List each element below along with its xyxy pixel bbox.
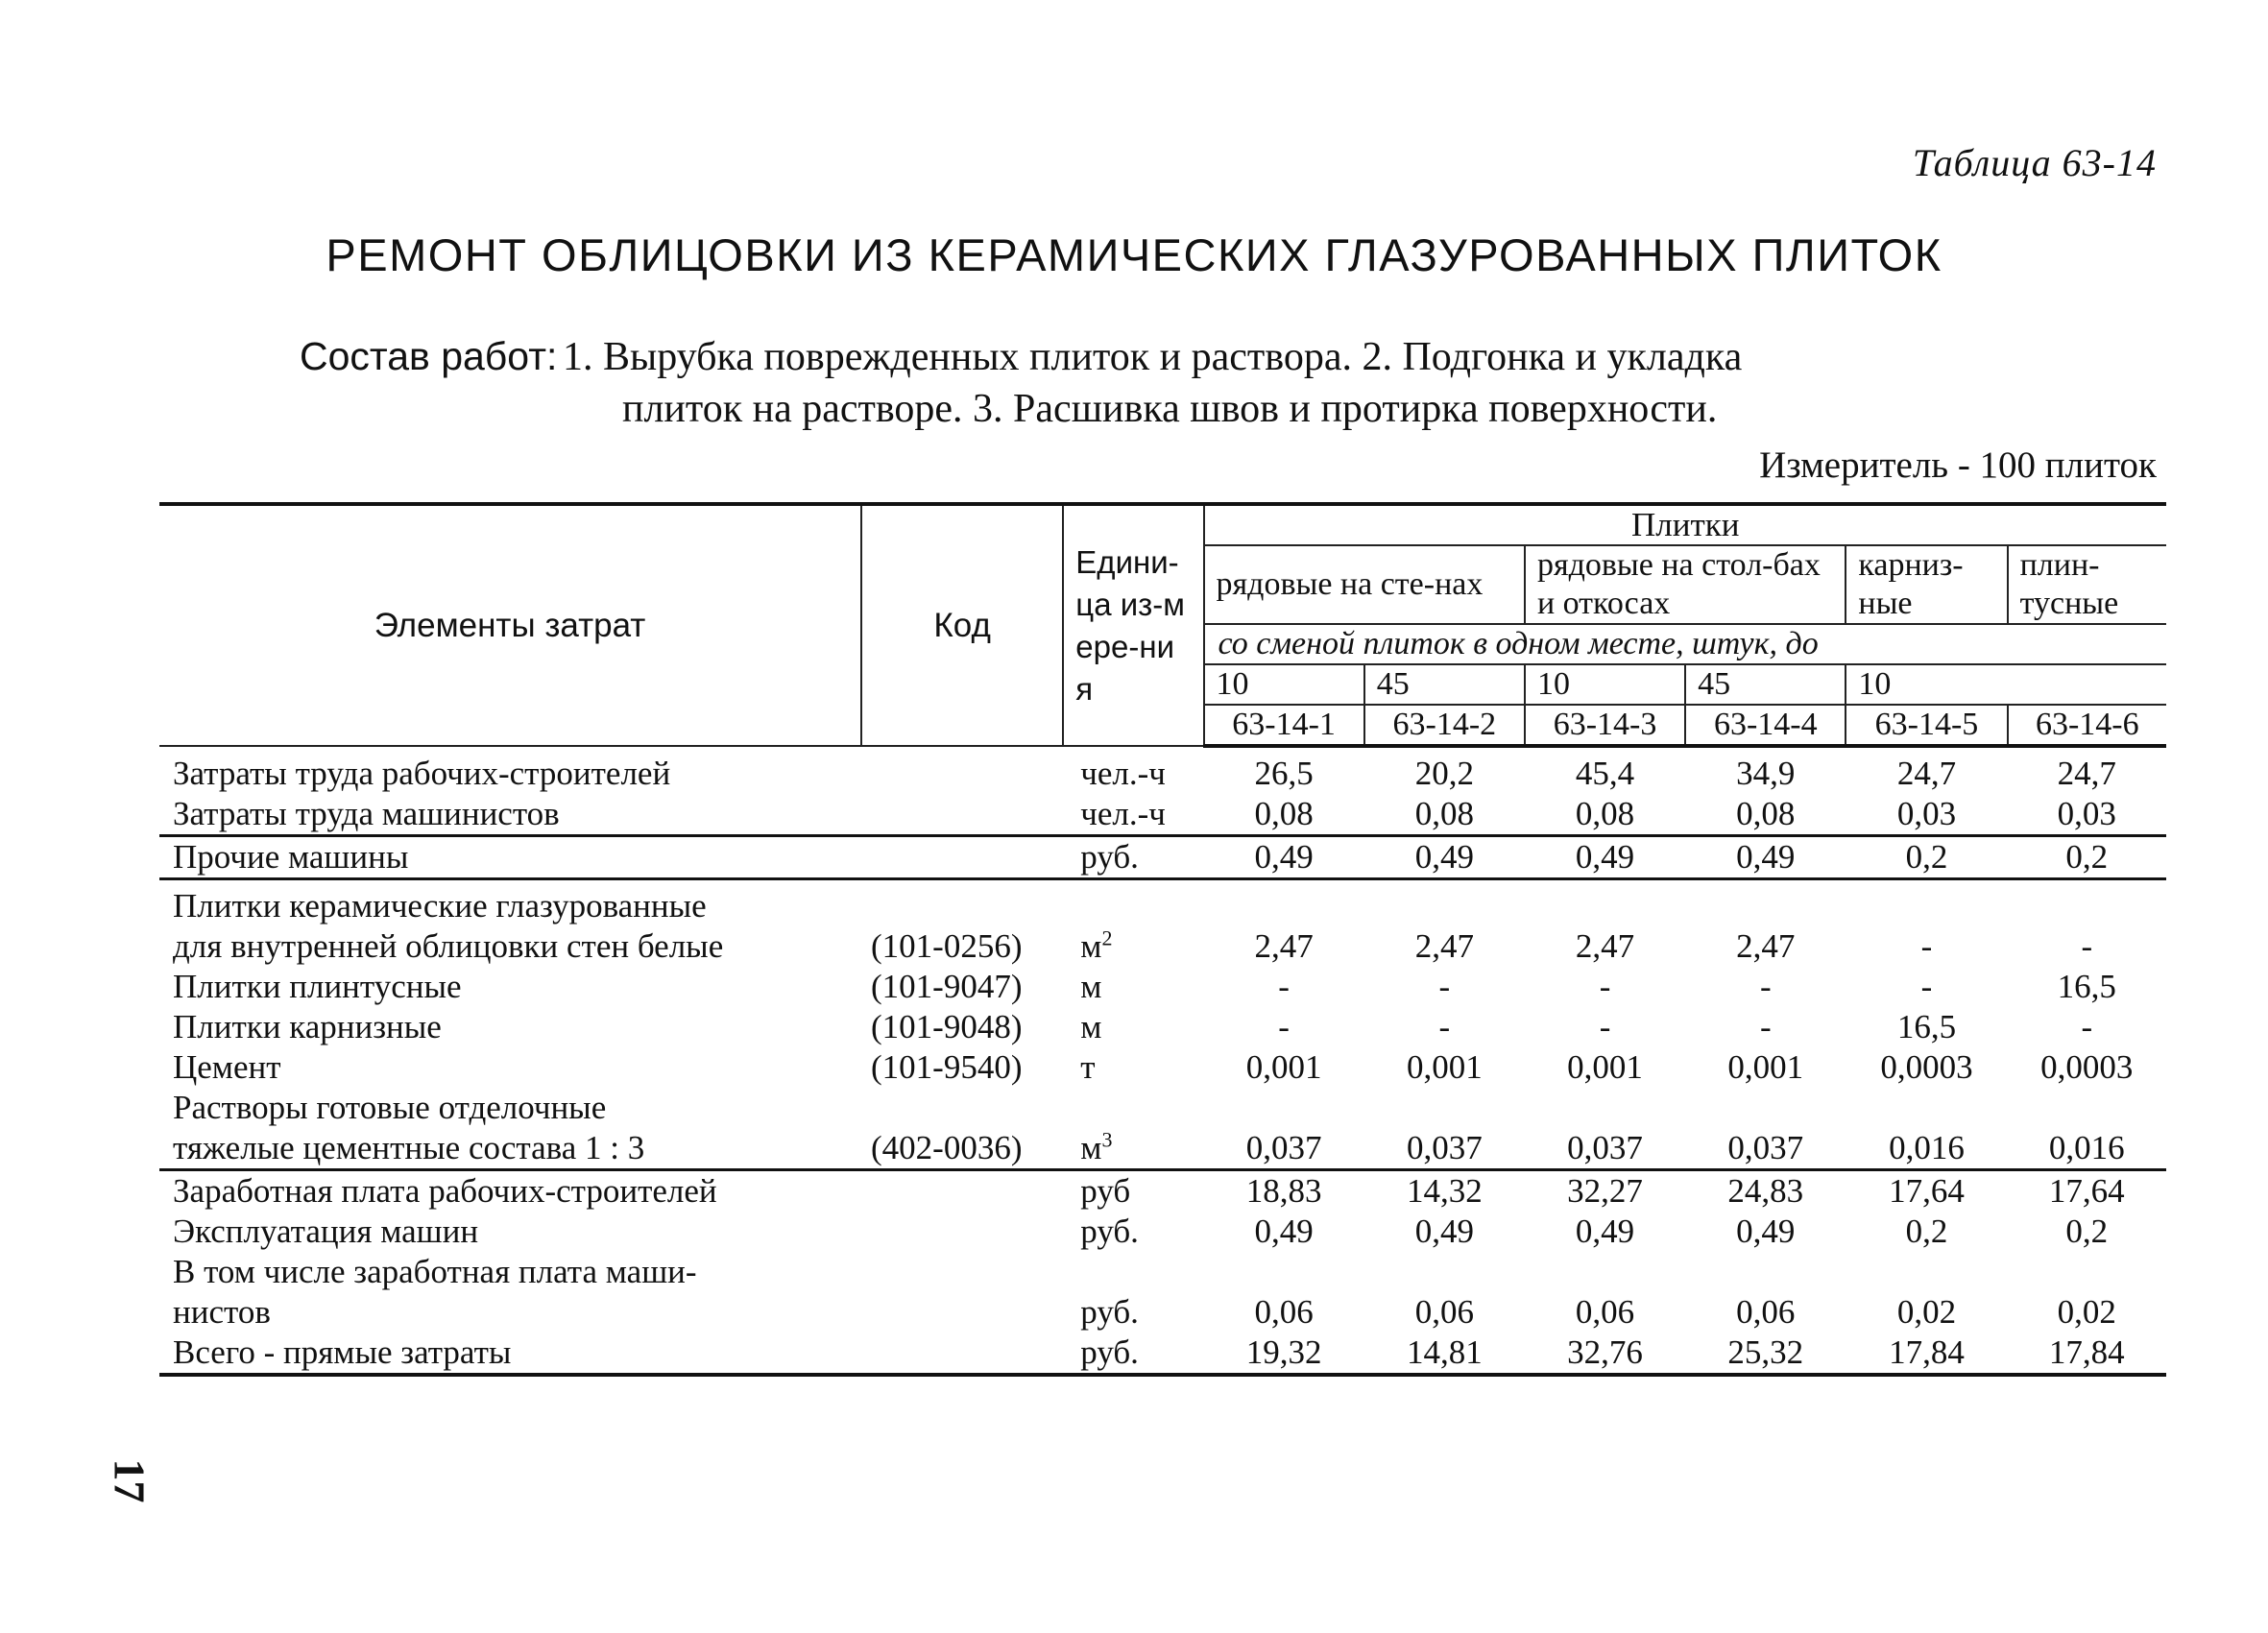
row-value: 0,08: [1525, 794, 1685, 836]
row-value: 2,47: [1254, 927, 1314, 965]
row-code: [861, 1333, 1063, 1375]
row-value: -: [1920, 927, 1933, 965]
row-name: Затраты труда машинистов: [159, 794, 861, 836]
row-name-line-1: В том числе заработная плата маши-: [173, 1253, 697, 1290]
row-name-line-2: тяжелые цементные состава 1 : 3: [173, 1129, 645, 1166]
row-value: 25,32: [1685, 1333, 1846, 1375]
row-value: -: [1278, 1008, 1290, 1045]
row-value: 0,49: [1364, 836, 1525, 879]
row-value: 0,2: [1846, 836, 2007, 879]
row-value: 17,84: [2008, 1333, 2166, 1375]
cost-table: [159, 502, 2166, 1377]
row-value: -: [1278, 968, 1290, 1005]
row-unit: т: [1080, 1048, 1096, 1086]
row-code: [861, 836, 1063, 879]
row-code: [861, 1170, 1063, 1213]
row-code: [861, 746, 1063, 794]
row-code: (101-9048): [871, 1008, 1023, 1045]
header-group-columns: рядовые на стол-бах и откосах: [1525, 545, 1846, 624]
row-value: 20,2: [1414, 755, 1474, 792]
row-code: (101-0256): [871, 927, 1023, 965]
row-value: 0,0003: [2040, 1048, 2134, 1086]
row-unit: руб.: [1080, 1213, 1139, 1250]
row-value: 0,037: [1685, 1088, 1846, 1170]
row-unit: м: [1080, 968, 1102, 1005]
row-value: -: [1599, 968, 1611, 1005]
header-code-1: 63-14-1: [1204, 705, 1364, 746]
header-count-4: 45: [1685, 664, 1846, 705]
header-unit: [1063, 504, 1203, 746]
row-value: -: [2081, 1008, 2093, 1045]
table-row: [159, 879, 2166, 968]
row-value: 0,03: [2008, 794, 2166, 836]
row-value: 17,64: [1889, 1172, 1965, 1210]
row-name-line-2: нистов: [173, 1293, 271, 1331]
row-value: 2,47: [1575, 927, 1635, 965]
row-value: 0,016: [1846, 1088, 2007, 1170]
row-code: (101-9540): [871, 1048, 1023, 1086]
row-value: 0,037: [1204, 1088, 1364, 1170]
row-value: 0,0003: [1880, 1048, 1973, 1086]
row-unit: м: [1080, 1008, 1102, 1045]
row-value: 0,06: [1575, 1293, 1635, 1331]
row-value: 32,27: [1567, 1172, 1643, 1210]
table-body: [159, 746, 2166, 1375]
row-value: 24,7: [1896, 755, 1957, 792]
row-value: 0,49: [1685, 836, 1846, 879]
table-row: [159, 836, 2166, 879]
table-row: [159, 1212, 2166, 1252]
table-row: [159, 746, 2166, 794]
row-value: 0,06: [1414, 1293, 1474, 1331]
row-unit-text: м: [1080, 1129, 1102, 1166]
row-unit-power: 2: [1101, 925, 1113, 950]
header-count-2: 45: [1364, 664, 1525, 705]
work-composition-line-1: 1. Вырубка поврежденных плиток и раствора. 2. Подгонка и укладка: [563, 335, 1743, 379]
row-unit: [1063, 1088, 1203, 1170]
row-name: [159, 1088, 861, 1170]
row-value: 0,08: [1364, 794, 1525, 836]
header-code-3: 63-14-3: [1525, 705, 1685, 746]
row-value: 0,49: [1254, 1213, 1314, 1250]
row-value: 17,64: [2048, 1172, 2125, 1210]
header-count-3: 10: [1525, 664, 1685, 705]
row-value: -: [2081, 927, 2093, 965]
row-name-line-1: Растворы готовые отделочные: [173, 1089, 607, 1126]
row-value: 14,81: [1364, 1333, 1525, 1375]
header-elements: Элементы затрат: [159, 504, 861, 746]
row-value: 0,2: [1905, 1213, 1948, 1250]
row-unit: руб.: [1063, 836, 1203, 879]
row-value: 0,016: [2008, 1088, 2166, 1170]
row-value: 26,5: [1254, 755, 1314, 792]
row-name: Плитки карнизные: [173, 1008, 442, 1045]
row-value: 0,49: [1414, 1213, 1474, 1250]
row-value: 0,2: [2008, 836, 2166, 879]
table-row: [159, 967, 2166, 1007]
row-name: Эксплуатация машин: [173, 1213, 479, 1250]
row-value: 32,76: [1525, 1333, 1685, 1375]
row-unit: чел.-ч: [1080, 754, 1166, 792]
header-group-plinth: плин-тусные: [2008, 545, 2166, 624]
table-row: [159, 1170, 2166, 1213]
row-name: Прочие машины: [159, 836, 861, 879]
row-name-line-1: Плитки керамические глазурованные: [173, 887, 707, 925]
row-value: 0,06: [1254, 1293, 1314, 1331]
table-row: [159, 1088, 2166, 1170]
row-value: 0,2: [2065, 1213, 2109, 1250]
row-value: 0,037: [1525, 1088, 1685, 1170]
row-value: 0,001: [1727, 1048, 1804, 1086]
table-row: [159, 1252, 2166, 1333]
header-unit-text: Едини-ца из-мере-ния: [1075, 543, 1185, 707]
row-value: -: [1759, 968, 1772, 1005]
row-value: 0,49: [1525, 836, 1685, 879]
row-name: Затраты труда рабочих-строителей: [173, 754, 671, 792]
header-subtitle: со сменой плиток в одном месте, штук, до: [1204, 624, 2167, 664]
row-code: [861, 794, 1063, 836]
row-name: Цемент: [173, 1048, 281, 1086]
row-unit-power: 3: [1101, 1127, 1113, 1152]
table-row: [159, 794, 2166, 836]
table-row: [159, 1047, 2166, 1088]
row-name: Всего - прямые затраты: [159, 1333, 861, 1375]
row-code: (402-0036): [861, 1088, 1063, 1170]
row-name: [159, 1252, 861, 1333]
row-value: 0,001: [1567, 1048, 1643, 1086]
unit-of-measure: Измеритель - 100 плиток: [1759, 444, 2157, 486]
row-value: 0,49: [1736, 1213, 1796, 1250]
row-value: 0,08: [1685, 794, 1846, 836]
header-group-walls: рядовые на сте-нах: [1204, 545, 1525, 624]
row-unit: руб.: [1063, 1333, 1203, 1375]
row-value: 16,5: [2057, 968, 2116, 1005]
row-name: Плитки плинтусные: [173, 968, 462, 1005]
row-value: 24,83: [1727, 1172, 1804, 1210]
row-value: 2,47: [1736, 927, 1796, 965]
row-value: 18,83: [1245, 1172, 1322, 1210]
row-value: 0,49: [1575, 1213, 1635, 1250]
row-value: 16,5: [1896, 1008, 1957, 1045]
header-tiles: Плитки: [1204, 504, 2167, 545]
work-composition-line-2: плиток на растворе. 3. Расшивка швов и протирка поверхности.: [622, 387, 1718, 431]
row-name: Заработная плата рабочих-строителей: [173, 1172, 717, 1210]
row-value: 2,47: [1414, 927, 1474, 965]
row-value: -: [1759, 1008, 1772, 1045]
header-code-5: 63-14-5: [1846, 705, 2007, 746]
row-value: 45,4: [1575, 755, 1635, 792]
row-unit-text: м: [1080, 927, 1102, 965]
header-code-4: 63-14-4: [1685, 705, 1846, 746]
row-value: 24,7: [2057, 755, 2116, 792]
row-value: 34,9: [1736, 755, 1796, 792]
row-value: -: [1599, 1008, 1611, 1045]
row-value: -: [1438, 1008, 1451, 1045]
header-count-5: 10: [1846, 664, 2166, 705]
row-value: 0,037: [1364, 1088, 1525, 1170]
table-row: [159, 1333, 2166, 1375]
row-value: 0,06: [1736, 1293, 1796, 1331]
row-name-line-2: для внутренней облицовки стен белые: [173, 927, 724, 965]
row-unit: руб.: [1080, 1293, 1139, 1331]
row-value: 0,49: [1204, 836, 1364, 879]
row-value: -: [1438, 968, 1451, 1005]
header-group-cornice: карниз-ные: [1846, 545, 2007, 624]
table-number: Таблица 63-14: [1912, 141, 2157, 184]
row-code: (101-9047): [871, 968, 1023, 1005]
header-code: Код: [861, 504, 1063, 746]
table-row: [159, 1007, 2166, 1047]
row-value: 0,001: [1245, 1048, 1322, 1086]
row-unit: чел.-ч: [1063, 794, 1203, 836]
row-unit: [1063, 879, 1203, 968]
page-number: 17: [105, 1458, 155, 1503]
row-value: 0,001: [1406, 1048, 1483, 1086]
page-title: РЕМОНТ ОБЛИЦОВКИ ИЗ КЕРАМИЧЕСКИХ ГЛАЗУРОВАННЫХ ПЛИТОК: [326, 229, 1942, 280]
header-code-2: 63-14-2: [1364, 705, 1525, 746]
row-value: 0,08: [1204, 794, 1364, 836]
table-header: [159, 504, 2166, 746]
row-value: 0,02: [1896, 1293, 1957, 1331]
row-name: [159, 879, 861, 968]
row-value: 0,03: [1846, 794, 2007, 836]
row-code: [861, 1252, 1063, 1333]
row-value: 17,84: [1846, 1333, 2007, 1375]
header-code-6: 63-14-6: [2008, 705, 2166, 746]
row-code: [861, 1212, 1063, 1252]
header-count-1: 10: [1204, 664, 1364, 705]
row-unit: руб: [1080, 1172, 1131, 1210]
work-composition-label: Состав работ:: [300, 334, 558, 378]
row-value: 0,02: [2057, 1293, 2116, 1331]
row-value: 19,32: [1204, 1333, 1364, 1375]
row-value: -: [1920, 968, 1933, 1005]
row-value: 14,32: [1406, 1172, 1483, 1210]
